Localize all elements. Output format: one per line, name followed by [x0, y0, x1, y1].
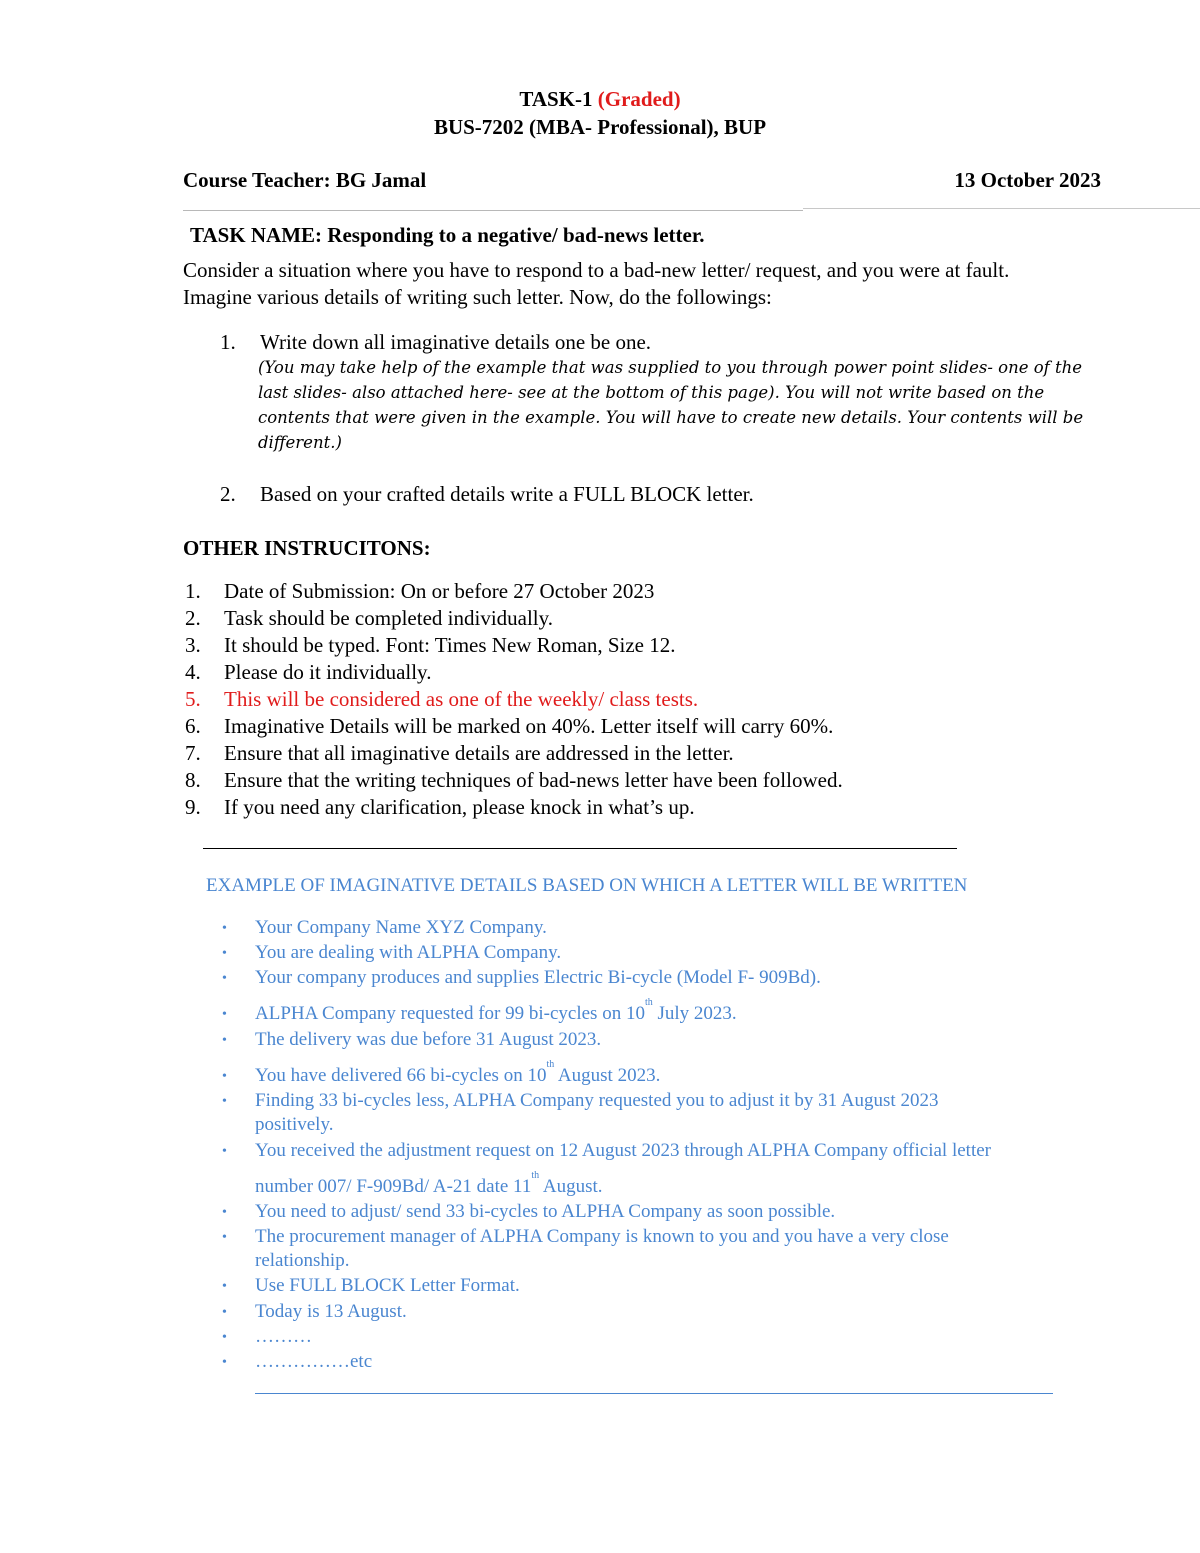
- example-top-rule: [203, 848, 957, 849]
- step1-note-line-2: last slides- also attached here- see at the bottom of this page). You will not write based on the: [258, 383, 1045, 402]
- list-item: ALPHA Company requested for 99 bi-cycles on 10th July 2023.: [255, 997, 737, 1024]
- step2-number: 2.: [220, 482, 236, 506]
- instruction-number: 6.: [185, 714, 201, 738]
- instruction-item: Imaginative Details will be marked on 40%. Letter itself will carry 60%.: [224, 714, 834, 738]
- bullet-icon: •: [222, 1355, 227, 1370]
- course-line: BUS-7202 (MBA- Professional), BUP: [433, 115, 767, 139]
- example-heading: EXAMPLE OF IMAGINATIVE DETAILS BASED ON WHICH A LETTER WILL BE WRITTEN: [206, 875, 968, 896]
- step2-text: Based on your crafted details write a FULL BLOCK letter.: [260, 482, 754, 506]
- instruction-number: 8.: [185, 768, 201, 792]
- step1-number: 1.: [220, 330, 236, 354]
- header-divider-right: [803, 208, 1200, 209]
- list-item: You are dealing with ALPHA Company.: [255, 942, 562, 963]
- step1-note-line-1: (You may take help of the example that was supplied to you through power point slides- one of the: [258, 358, 1083, 377]
- bullet-icon: •: [222, 1094, 227, 1109]
- list-item: You received the adjustment request on 12 August 2023 through ALPHA Company official letter: [255, 1140, 991, 1161]
- instruction-item: Please do it individually.: [224, 660, 432, 684]
- intro-line-2: Imagine various details of writing such letter. Now, do the followings:: [183, 285, 772, 309]
- document-title: [0, 87, 1200, 112]
- list-item: Finding 33 bi-cycles less, ALPHA Company requested you to adjust it by 31 August 2023: [255, 1090, 939, 1111]
- list-item-continuation: positively.: [255, 1114, 334, 1135]
- instruction-item: Ensure that all imaginative details are addressed in the letter.: [224, 741, 734, 765]
- example-bottom-rule: [255, 1393, 1053, 1394]
- list-item: Your Company Name XYZ Company.: [255, 917, 547, 938]
- instruction-item: If you need any clarification, please knock in what’s up.: [224, 795, 695, 819]
- bullet-icon: •: [222, 946, 227, 961]
- list-item: The delivery was due before 31 August 2023.: [255, 1029, 602, 1050]
- step1-note-line-3: contents that were given in the example. You will have to create new details. Your contents will be: [258, 408, 1084, 427]
- bullet-icon: •: [222, 1205, 227, 1220]
- document-date: 13 October 2023: [954, 168, 1101, 192]
- list-item-continuation: relationship.: [255, 1250, 350, 1271]
- header-divider-left: [183, 210, 803, 211]
- instruction-number: 5.: [185, 687, 201, 711]
- instruction-number: 2.: [185, 606, 201, 630]
- bullet-icon: •: [222, 1330, 227, 1345]
- bullet-icon: •: [222, 1069, 227, 1084]
- list-item-continuation: number 007/ F-909Bd/ A-21 date 11th August.: [255, 1170, 603, 1197]
- task-label: TASK-1: [519, 87, 593, 111]
- list-item: ……………etc: [255, 1351, 373, 1372]
- step1-note-line-4: different.): [258, 433, 342, 452]
- instruction-number: 9.: [185, 795, 201, 819]
- bullet-icon: •: [222, 1230, 227, 1245]
- list-item: ………: [255, 1326, 312, 1347]
- ordinal-suffix: th: [531, 1170, 540, 1181]
- other-instructions-heading: OTHER INSTRUCITONS:: [183, 536, 431, 560]
- instruction-item: Task should be completed individually.: [224, 606, 554, 630]
- instruction-number: 7.: [185, 741, 201, 765]
- instruction-item: Ensure that the writing techniques of bad-news letter have been followed.: [224, 768, 843, 792]
- list-item: Use FULL BLOCK Letter Format.: [255, 1275, 520, 1296]
- bullet-icon: •: [222, 1305, 227, 1320]
- bullet-icon: •: [222, 971, 227, 986]
- bullet-icon: •: [222, 1033, 227, 1048]
- list-item: The procurement manager of ALPHA Company is known to you and you have a very close: [255, 1226, 949, 1247]
- course-teacher: Course Teacher: BG Jamal: [183, 168, 427, 192]
- list-item: Today is 13 August.: [255, 1301, 407, 1322]
- instruction-item: Date of Submission: On or before 27 October 2023: [224, 579, 655, 603]
- intro-line-1: Consider a situation where you have to respond to a bad-new letter/ request, and you were at fault.: [183, 258, 1010, 282]
- instruction-number: 1.: [185, 579, 201, 603]
- task-name: TASK NAME: Responding to a negative/ bad-news letter.: [190, 223, 705, 247]
- instruction-item: It should be typed. Font: Times New Roman, Size 12.: [224, 633, 676, 657]
- bullet-icon: •: [222, 1279, 227, 1294]
- instruction-number: 3.: [185, 633, 201, 657]
- list-item: You have delivered 66 bi-cycles on 10th August 2023.: [255, 1059, 661, 1086]
- instruction-item-highlighted: This will be considered as one of the weekly/ class tests.: [224, 687, 699, 711]
- step1-text: Write down all imaginative details one be one.: [260, 330, 652, 354]
- bullet-icon: •: [222, 1007, 227, 1022]
- instruction-number: 4.: [185, 660, 201, 684]
- ordinal-suffix: th: [644, 997, 653, 1008]
- graded-label: (Graded): [597, 87, 681, 111]
- list-item: Your company produces and supplies Electric Bi-cycle (Model F- 909Bd).: [255, 967, 821, 988]
- list-item: You need to adjust/ send 33 bi-cycles to ALPHA Company as soon possible.: [255, 1201, 836, 1222]
- bullet-icon: •: [222, 921, 227, 936]
- ordinal-suffix: th: [546, 1059, 555, 1070]
- bullet-icon: •: [222, 1144, 227, 1159]
